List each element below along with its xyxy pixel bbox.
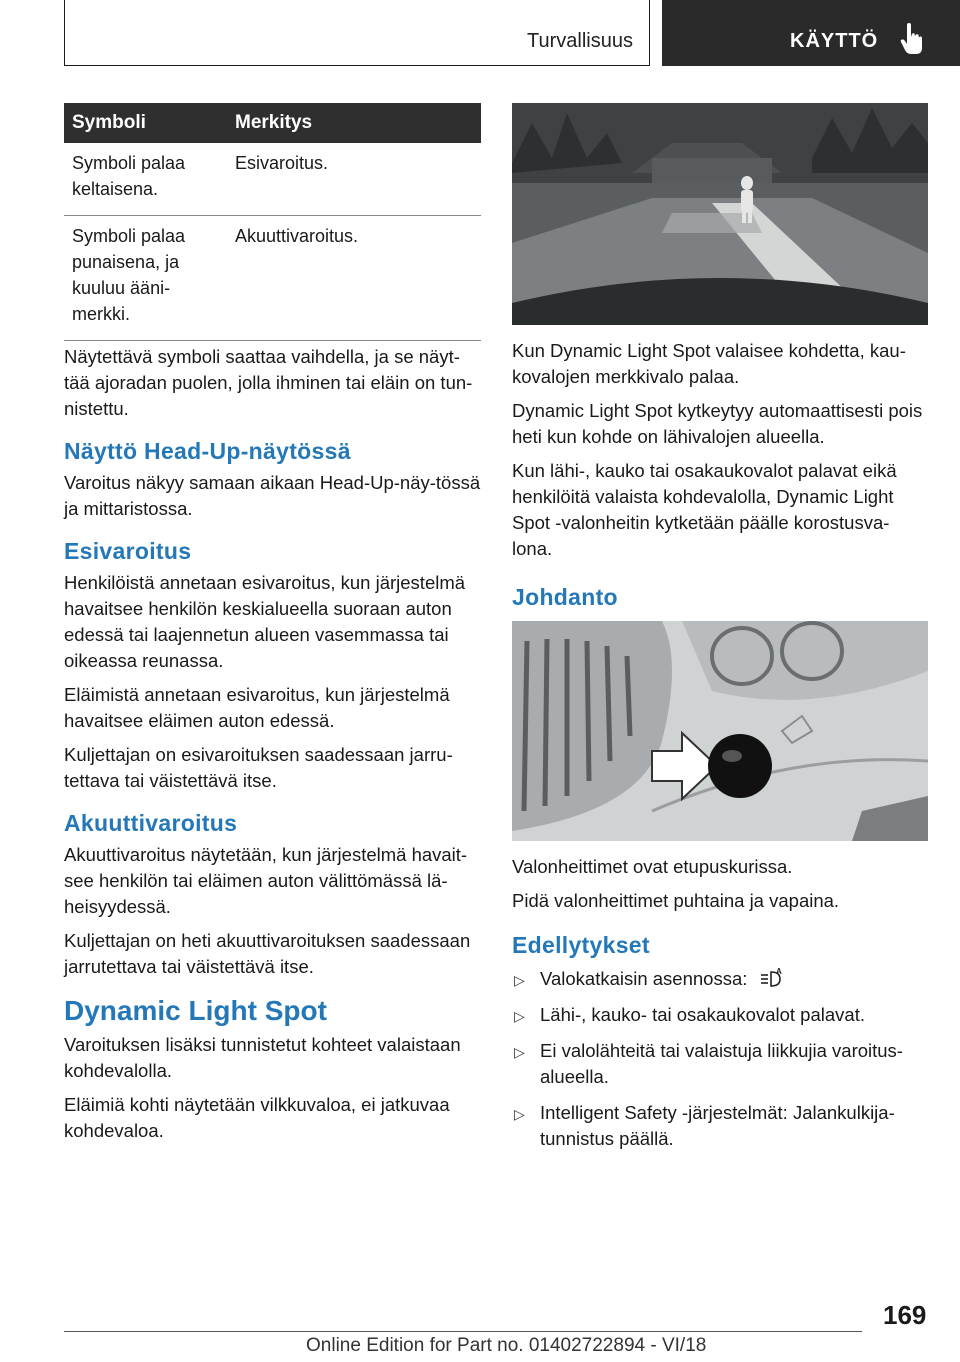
introduction-heading: Johdanto bbox=[512, 584, 618, 610]
header-chapter-tab bbox=[662, 0, 960, 66]
triangle-bullet-icon: ▷ bbox=[514, 1008, 525, 1024]
right-paragraph-3: Kun lähi-, kauko tai osakaukovalot palavat eikä henkilöitä valaista kohdevalolla, Dynamic Light Spot -valonheitin kytketään päälle korostusva-lona. bbox=[512, 460, 897, 559]
dls-paragraph-2: Eläimiä kohti näytetään vilkkuvaloa, ei jatkuvaa kohdevaloa. bbox=[64, 1094, 450, 1141]
table-cell-meaning: Esivaroitus. bbox=[227, 143, 481, 216]
hand-pointer-icon bbox=[898, 22, 928, 56]
page-number: 169 bbox=[883, 1300, 927, 1330]
list-item bbox=[512, 1002, 928, 1028]
table-cell-symbol: Symboli palaa punaisena, ja kuuluu ääni-merkki. bbox=[64, 216, 227, 341]
requirements-list bbox=[512, 966, 928, 1152]
prewarning-heading: Esivaroitus bbox=[64, 538, 192, 564]
left-column bbox=[64, 344, 484, 1152]
list-item-text: Intelligent Safety -järjestelmät: Jalankulkija-tunnistus päällä. bbox=[540, 1102, 895, 1149]
table-header-symbol: Symboli bbox=[64, 103, 227, 143]
right-paragraph-2: Dynamic Light Spot kytkeytyy automaattisesti pois heti kun kohde on lähivalojen alueella. bbox=[512, 400, 923, 447]
front-bumper-illustration bbox=[512, 621, 928, 841]
header-chapter-title: KÄYTTÖ bbox=[790, 30, 879, 52]
night-road-illustration bbox=[512, 103, 928, 325]
list-item bbox=[512, 966, 928, 992]
table-header-meaning: Merkitys bbox=[227, 103, 481, 143]
table-row bbox=[64, 216, 481, 341]
header-section-title: Turvallisuus bbox=[527, 30, 633, 52]
right-paragraph-1: Kun Dynamic Light Spot valaisee kohdetta, kau-kovalojen merkkivalo palaa. bbox=[512, 340, 906, 387]
list-item-text: Ei valolähteitä tai valaistuja liikkujia varoitus-alueella. bbox=[540, 1040, 903, 1087]
right-column-bottom bbox=[512, 854, 928, 1162]
header-section-box bbox=[64, 0, 650, 66]
hud-heading: Näyttö Head-Up-näytössä bbox=[64, 438, 351, 464]
svg-text:A: A bbox=[775, 967, 782, 976]
table-header-row bbox=[64, 103, 481, 143]
triangle-bullet-icon: ▷ bbox=[514, 972, 525, 988]
acute-warning-paragraph-2: Kuljettajan on heti akuuttivaroituksen saadessaan jarrutettava tai väistettävä itse. bbox=[64, 930, 471, 977]
triangle-bullet-icon: ▷ bbox=[514, 1044, 525, 1060]
right-paragraph-5: Pidä valonheittimet puhtaina ja vapaina. bbox=[512, 890, 840, 911]
dls-paragraph-1: Varoituksen lisäksi tunnistetut kohteet valaistaan kohdevalolla. bbox=[64, 1034, 461, 1081]
prewarning-paragraph-1: Henkilöistä annetaan esivaroitus, kun järjestelmä havaitsee henkilön keskialueella suoraan auton edessä tai laajennetun alueen vasemmassa tai oikeassa reunassa. bbox=[64, 572, 466, 671]
list-item-text: Valokatkaisin asennossa: bbox=[540, 968, 748, 989]
list-item bbox=[512, 1038, 928, 1090]
symbol-table bbox=[64, 103, 481, 341]
night-road-image bbox=[512, 103, 928, 325]
table-cell-symbol: Symboli palaa keltaisena. bbox=[64, 143, 227, 216]
right-paragraph-4: Valonheittimet ovat etupuskurissa. bbox=[512, 856, 793, 877]
footer-edition: Online Edition for Part no. 01402722894 - VI/18 bbox=[306, 1335, 707, 1356]
prewarning-paragraph-3: Kuljettajan on esivaroituksen saadessaan jarru-tettava tai väistettävä itse. bbox=[64, 744, 453, 791]
acute-warning-paragraph-1: Akuuttivaroitus näytetään, kun järjestelmä havait-see henkilön tai eläimen auton välittömässä lä-heisyydessä. bbox=[64, 844, 468, 917]
hud-paragraph: Varoitus näkyy samaan aikaan Head-Up-näy-tössä ja mittaristossa. bbox=[64, 472, 481, 519]
footer-divider bbox=[64, 1331, 862, 1332]
requirements-heading: Edellytykset bbox=[512, 932, 650, 958]
front-bumper-image bbox=[512, 621, 928, 841]
prewarning-paragraph-2: Eläimistä annetaan esivaroitus, kun järjestelmä havaitsee eläimen auton edessä. bbox=[64, 684, 450, 731]
list-item-text: Lähi-, kauko- tai osakaukovalot palavat. bbox=[540, 1004, 865, 1025]
triangle-bullet-icon: ▷ bbox=[514, 1106, 525, 1122]
dynamic-light-spot-heading: Dynamic Light Spot bbox=[64, 995, 327, 1026]
intro-paragraph: Näytettävä symboli saattaa vaihdella, ja se näyt-tää ajoradan puolen, jolla ihminen tai eläin on tun-nistettu. bbox=[64, 346, 473, 419]
auto-headlight-icon bbox=[759, 967, 785, 989]
table-cell-meaning: Akuuttivaroitus. bbox=[227, 216, 481, 341]
list-item bbox=[512, 1100, 928, 1152]
table-row bbox=[64, 143, 481, 216]
right-column-top bbox=[512, 338, 928, 616]
acute-warning-heading: Akuuttivaroitus bbox=[64, 810, 238, 836]
